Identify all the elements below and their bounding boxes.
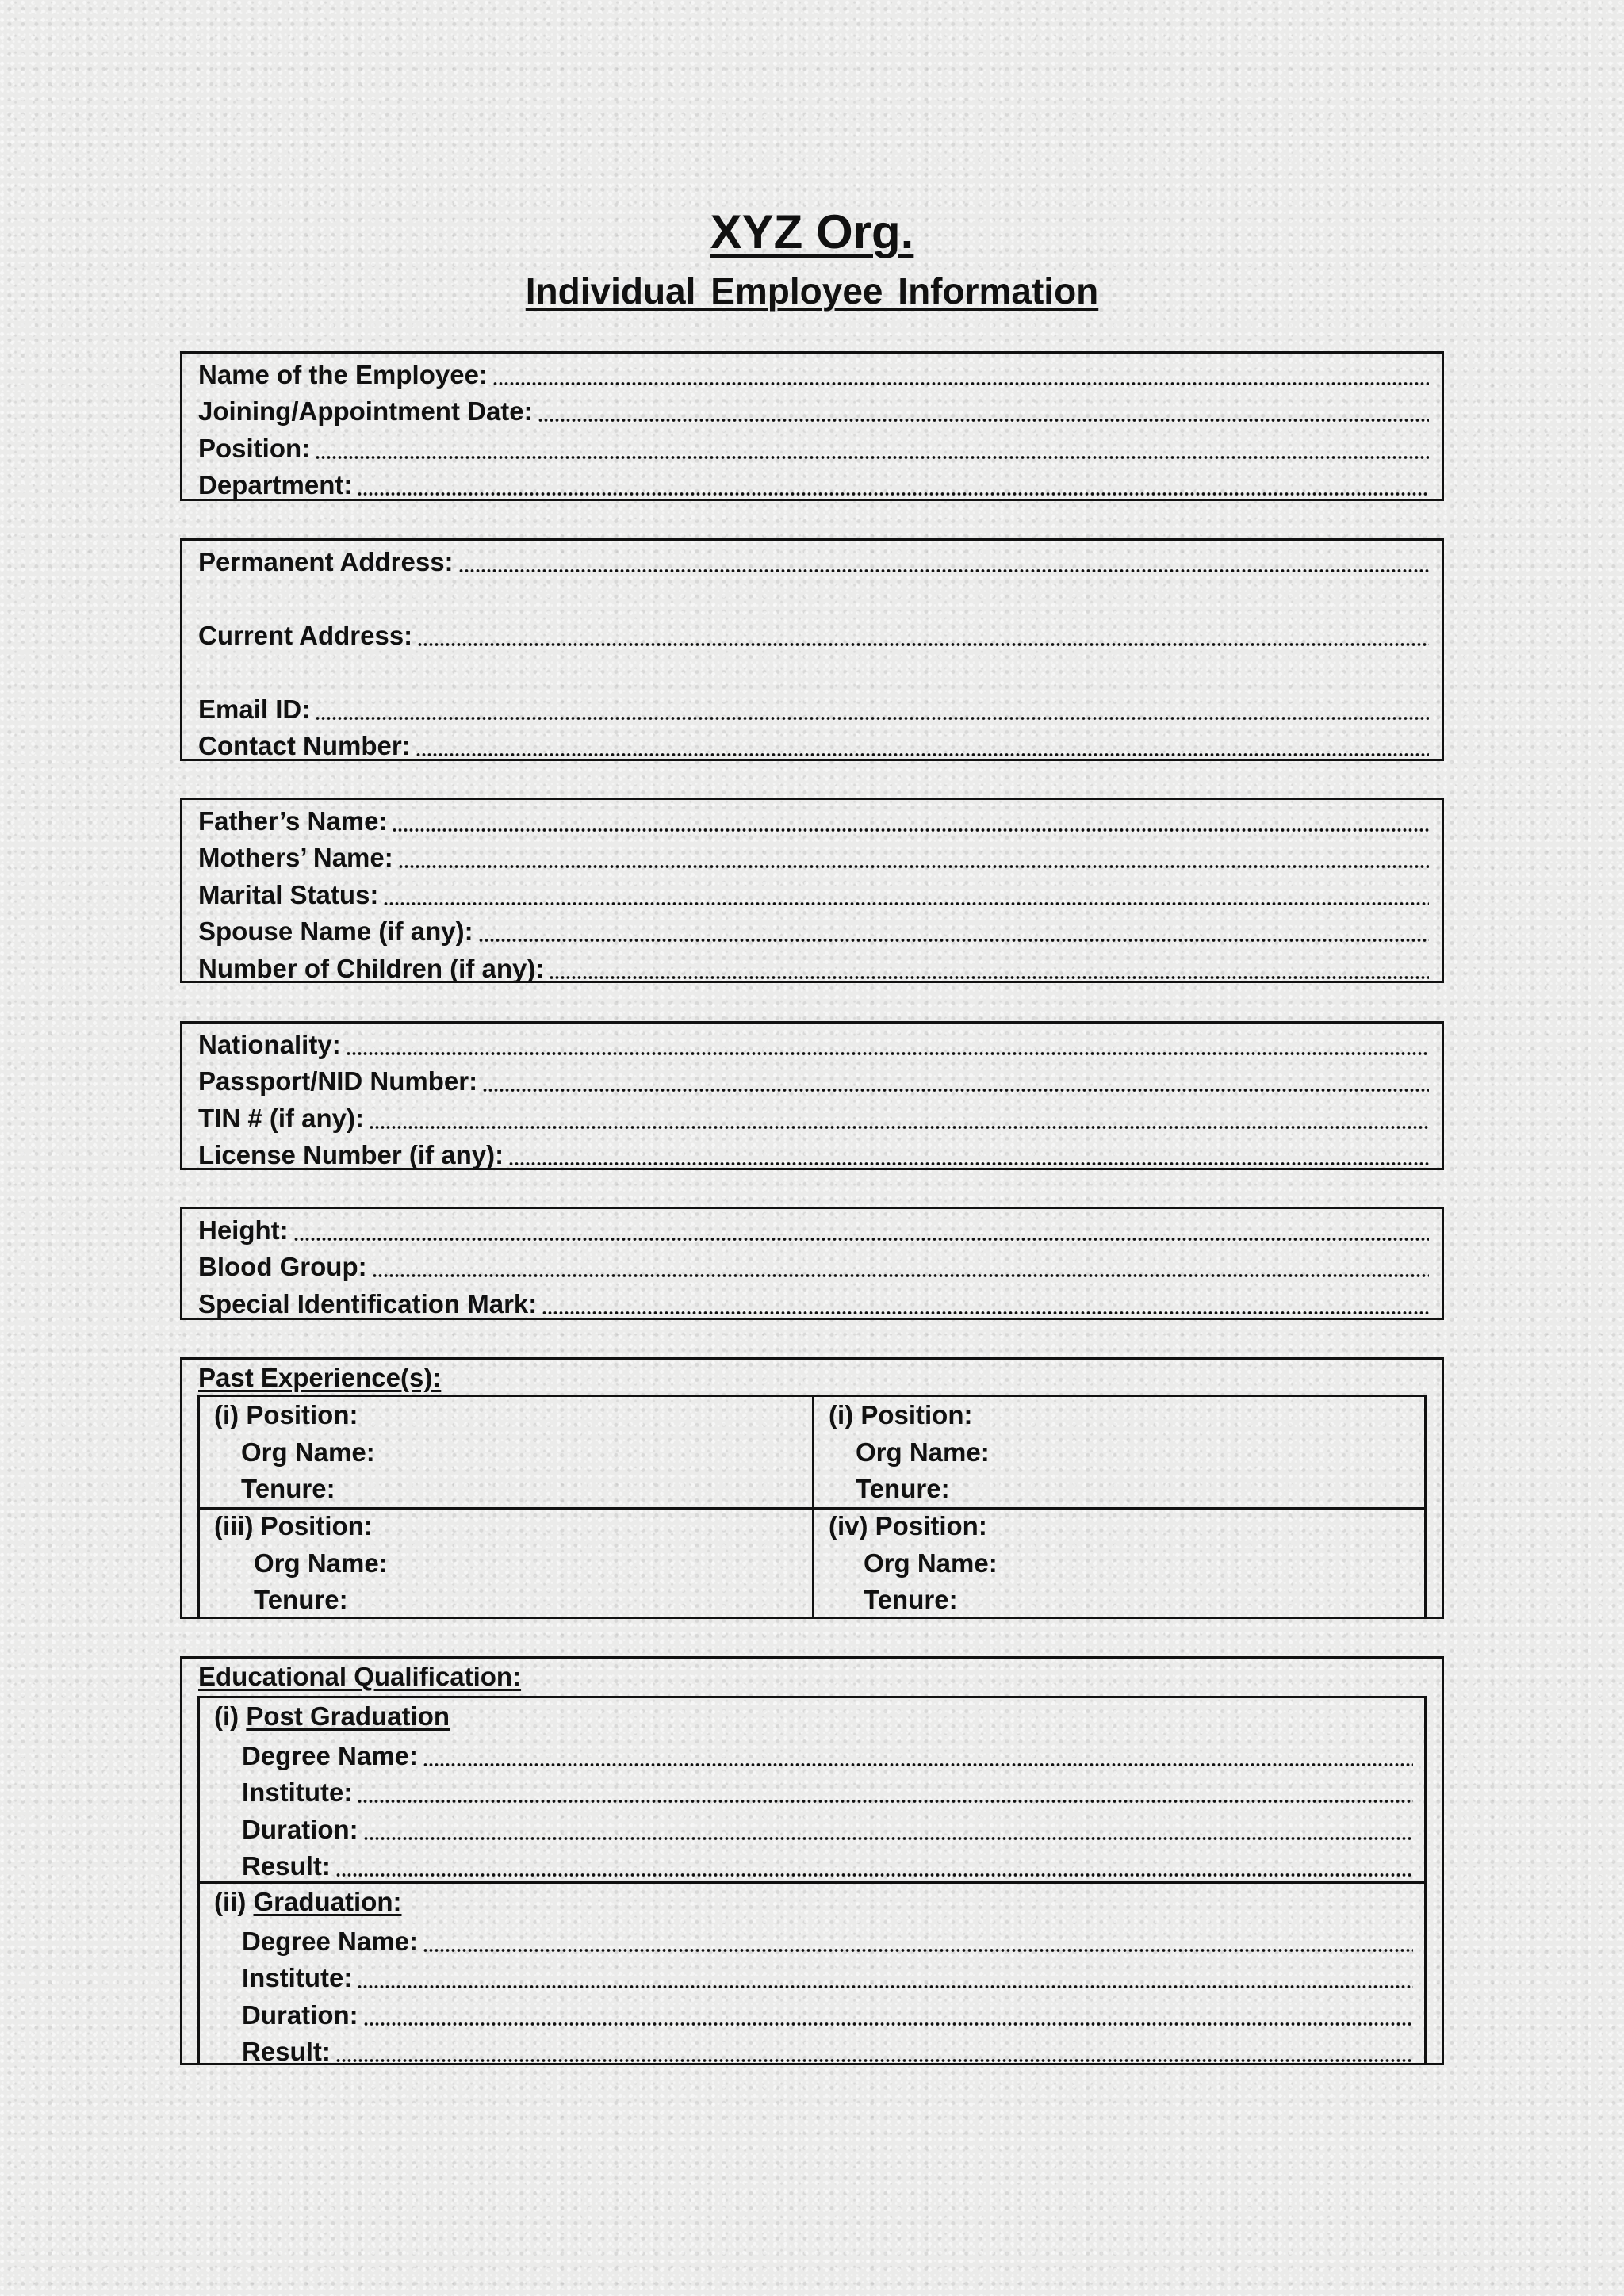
field-label: Spouse Name (if any): <box>198 916 473 946</box>
grad-institute-field[interactable] <box>242 1957 1413 1995</box>
org-name-label: Org Name: <box>864 1548 998 1578</box>
fill-line <box>363 2022 1413 2026</box>
tin-field[interactable] <box>198 1097 1429 1135</box>
grad-result-field[interactable] <box>242 2031 1413 2068</box>
grad-degree-field[interactable] <box>242 1920 1413 1957</box>
pg-result-field[interactable] <box>242 1846 1413 1883</box>
group-name: Graduation: <box>253 1887 402 1916</box>
fill-line <box>423 1762 1413 1767</box>
field-label: Father’s Name: <box>198 806 388 836</box>
tenure-label: Tenure: <box>864 1585 958 1614</box>
field-label: Mothers’ Name: <box>198 843 393 872</box>
fill-line <box>346 1051 1429 1056</box>
current-address-field[interactable] <box>198 614 1429 652</box>
group-number: (ii) <box>214 1887 247 1916</box>
field-label: Passport/NID Number: <box>198 1066 478 1096</box>
fill-line <box>392 828 1429 832</box>
past-experience-heading: Past Experience(s): <box>198 1363 442 1392</box>
fill-line <box>482 1088 1429 1093</box>
field-label: Institute: <box>242 1963 353 1992</box>
org-name-label: Org Name: <box>856 1437 990 1467</box>
field-label: Blood Group: <box>198 1252 367 1281</box>
field-label: Number of Children (if any): <box>198 953 545 983</box>
field-label: Department: <box>198 470 353 499</box>
height-field[interactable] <box>198 1209 1429 1246</box>
spouse-name-field[interactable] <box>198 911 1429 948</box>
field-label: Nationality: <box>198 1029 341 1059</box>
fill-line <box>542 1311 1429 1315</box>
fill-line <box>357 1984 1413 1989</box>
joining-date-field[interactable] <box>198 391 1429 428</box>
fill-line <box>398 864 1429 869</box>
fill-line <box>357 1799 1413 1804</box>
fill-line <box>416 752 1429 757</box>
fill-line <box>417 642 1429 647</box>
pg-duration-field[interactable] <box>242 1808 1413 1846</box>
experience-grid <box>197 1395 1427 1619</box>
past-experience-box <box>180 1357 1444 1619</box>
field-label: Joining/Appointment Date: <box>198 396 533 426</box>
marital-status-field[interactable] <box>198 874 1429 911</box>
graduation-group <box>197 1881 1427 2065</box>
field-label: Result: <box>242 1851 331 1881</box>
fill-line <box>508 1161 1429 1166</box>
fill-line <box>315 455 1429 460</box>
fill-line <box>335 2058 1413 2063</box>
fill-line <box>315 716 1429 721</box>
graduation-heading <box>214 1884 402 1920</box>
field-label: Height: <box>198 1215 289 1245</box>
grad-duration-field[interactable] <box>242 1994 1413 2031</box>
email-field[interactable] <box>198 688 1429 725</box>
pg-institute-field[interactable] <box>242 1772 1413 1809</box>
field-label: Degree Name: <box>242 1740 418 1770</box>
post-graduation-group <box>197 1696 1427 1881</box>
fill-line <box>335 1873 1413 1877</box>
tenure-label: Tenure: <box>856 1474 950 1503</box>
children-count-field[interactable] <box>198 947 1429 985</box>
field-label: Special Identification Mark: <box>198 1288 538 1318</box>
fill-line <box>458 568 1429 573</box>
fill-line <box>293 1237 1429 1242</box>
field-label: Duration: <box>242 1814 358 1844</box>
family-info-box <box>180 798 1444 983</box>
field-label: License Number (if any): <box>198 1140 504 1169</box>
field-label: Email ID: <box>198 694 311 724</box>
org-name-label: Org Name: <box>241 1437 375 1467</box>
position-label: (iv) Position: <box>829 1511 987 1540</box>
post-graduation-heading <box>214 1698 450 1735</box>
contact-info-box <box>180 538 1444 761</box>
education-heading <box>198 1659 521 1695</box>
org-name-label: Org Name: <box>254 1548 388 1578</box>
position-field[interactable] <box>198 427 1429 465</box>
experience-entry-3[interactable] <box>214 1508 801 1619</box>
position-label: (iii) Position: <box>214 1511 373 1540</box>
fill-line <box>363 1836 1413 1841</box>
contact-number-field[interactable] <box>198 725 1429 763</box>
field-label: Degree Name: <box>242 1926 418 1956</box>
field-label: Marital Status: <box>198 879 379 909</box>
fill-line <box>492 381 1429 386</box>
mother-name-field[interactable] <box>198 837 1429 874</box>
fill-line <box>423 1948 1413 1953</box>
permanent-address-field[interactable] <box>198 541 1429 578</box>
field-label: Contact Number: <box>198 731 411 760</box>
education-box <box>180 1656 1444 2065</box>
group-number: (i) <box>214 1701 239 1731</box>
field-label: Name of the Employee: <box>198 359 488 389</box>
tenure-label: Tenure: <box>241 1474 335 1503</box>
field-label: Result: <box>242 2037 331 2066</box>
department-field[interactable] <box>198 465 1429 502</box>
experience-entry-1[interactable] <box>214 1397 801 1508</box>
education-heading-colon: : <box>512 1662 522 1691</box>
group-name: Post Graduation <box>246 1701 450 1731</box>
fill-line <box>478 938 1429 943</box>
nationality-field[interactable] <box>198 1024 1429 1061</box>
license-number-field[interactable] <box>198 1135 1429 1172</box>
fill-line <box>369 1125 1429 1130</box>
field-label: Current Address: <box>198 620 413 650</box>
pg-degree-field[interactable] <box>242 1735 1413 1772</box>
blood-group-field[interactable] <box>198 1246 1429 1284</box>
identification-mark-field[interactable] <box>198 1283 1429 1320</box>
father-name-field[interactable] <box>198 800 1429 837</box>
field-label: TIN # (if any): <box>198 1103 365 1133</box>
experience-entry-2[interactable] <box>829 1397 1415 1508</box>
field-label: Institute: <box>242 1777 353 1807</box>
position-label: (i) Position: <box>829 1400 973 1429</box>
physical-info-box <box>180 1207 1444 1320</box>
fill-line <box>357 492 1429 496</box>
field-label: Position: <box>198 433 311 463</box>
tenure-label: Tenure: <box>254 1585 348 1614</box>
form-title: Individual Employee Information <box>525 270 1099 312</box>
field-label: Duration: <box>242 1999 358 2030</box>
experience-entry-4[interactable] <box>829 1508 1415 1619</box>
fill-line <box>538 418 1429 423</box>
employment-info-box <box>180 351 1444 501</box>
passport-nid-field[interactable] <box>198 1061 1429 1098</box>
organization-title: XYZ Org. <box>710 205 914 258</box>
field-label: Permanent Address: <box>198 546 454 576</box>
identity-info-box <box>180 1021 1444 1170</box>
position-label: (i) Position: <box>214 1400 358 1429</box>
employee-name-field[interactable] <box>198 354 1429 391</box>
fill-line <box>372 1273 1429 1278</box>
fill-line <box>383 901 1429 906</box>
education-heading-text: Educational Qualification <box>198 1662 513 1691</box>
fill-line <box>549 975 1429 980</box>
